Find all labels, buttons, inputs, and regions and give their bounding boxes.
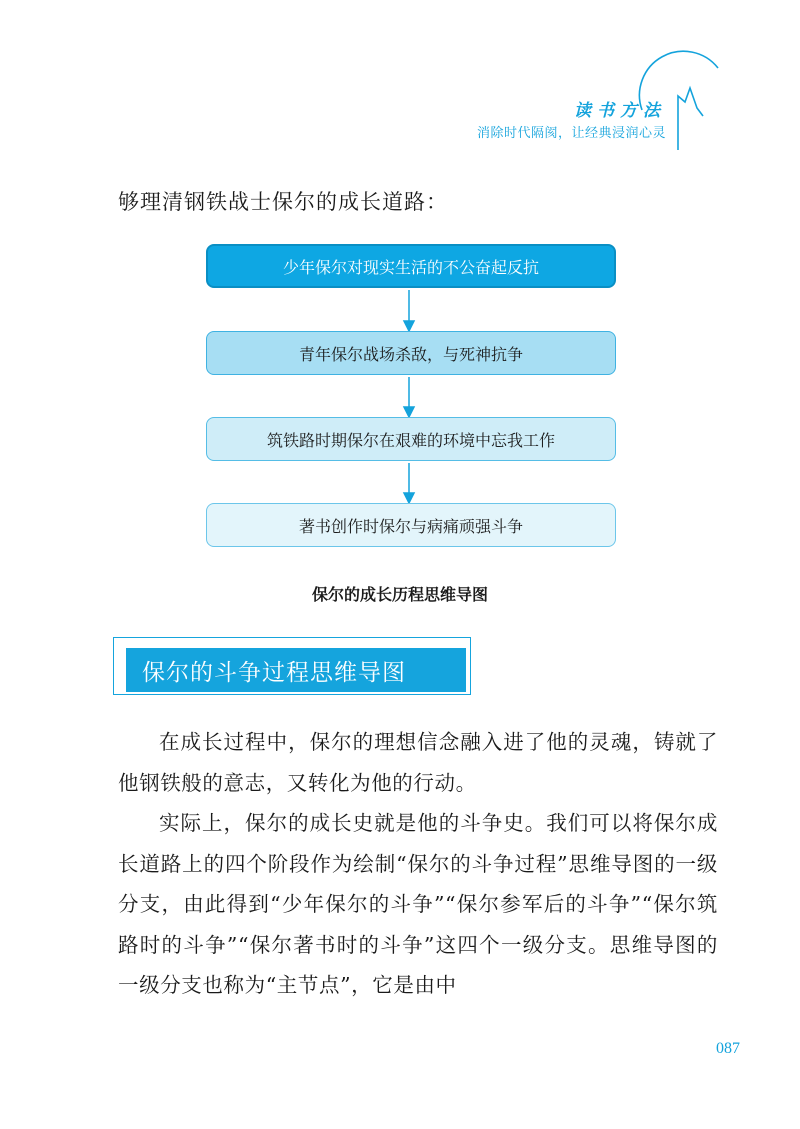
section-heading: 保尔的斗争过程思维导图: [126, 648, 466, 692]
header-subtitle: 消除时代隔阂，让经典浸润心灵: [476, 126, 666, 141]
flowchart-caption: 保尔的成长历程思维导图: [311, 585, 488, 604]
body-text: [118, 722, 718, 1006]
header-title: 读书方法: [574, 101, 666, 121]
header-decoration: [0, 0, 800, 160]
intro-line: 够理清钢铁战士保尔的成长道路：: [118, 190, 448, 214]
flow-step-4: 著书创作时保尔与病痛顽强斗争: [206, 503, 616, 547]
flow-step-1: 少年保尔对现实生活的不公奋起反抗: [206, 244, 616, 288]
page-number: 087: [716, 1040, 740, 1057]
flow-step-2: 青年保尔战场杀敌，与死神抗争: [206, 331, 616, 375]
paragraph-2: 实际上，保尔的成长史就是他的斗争史。我们可以将保尔成长道路上的四个阶段作为绘制“保尔的斗争过程”思维导图的一级分支，由此得到“少年保尔的斗争”“保尔参军后的斗争”“保尔筑路时的斗争”“保尔著书时的斗争”这四个一级分支。思维导图的一级分支也称为“主节点”，它是由中: [118, 811, 718, 997]
flow-step-3: 筑铁路时期保尔在艰难的环境中忘我工作: [206, 417, 616, 461]
paragraph-1: 在成长过程中，保尔的理想信念融入进了他的灵魂，铸就了他钢铁般的意志，又转化为他的行动。: [118, 730, 718, 795]
